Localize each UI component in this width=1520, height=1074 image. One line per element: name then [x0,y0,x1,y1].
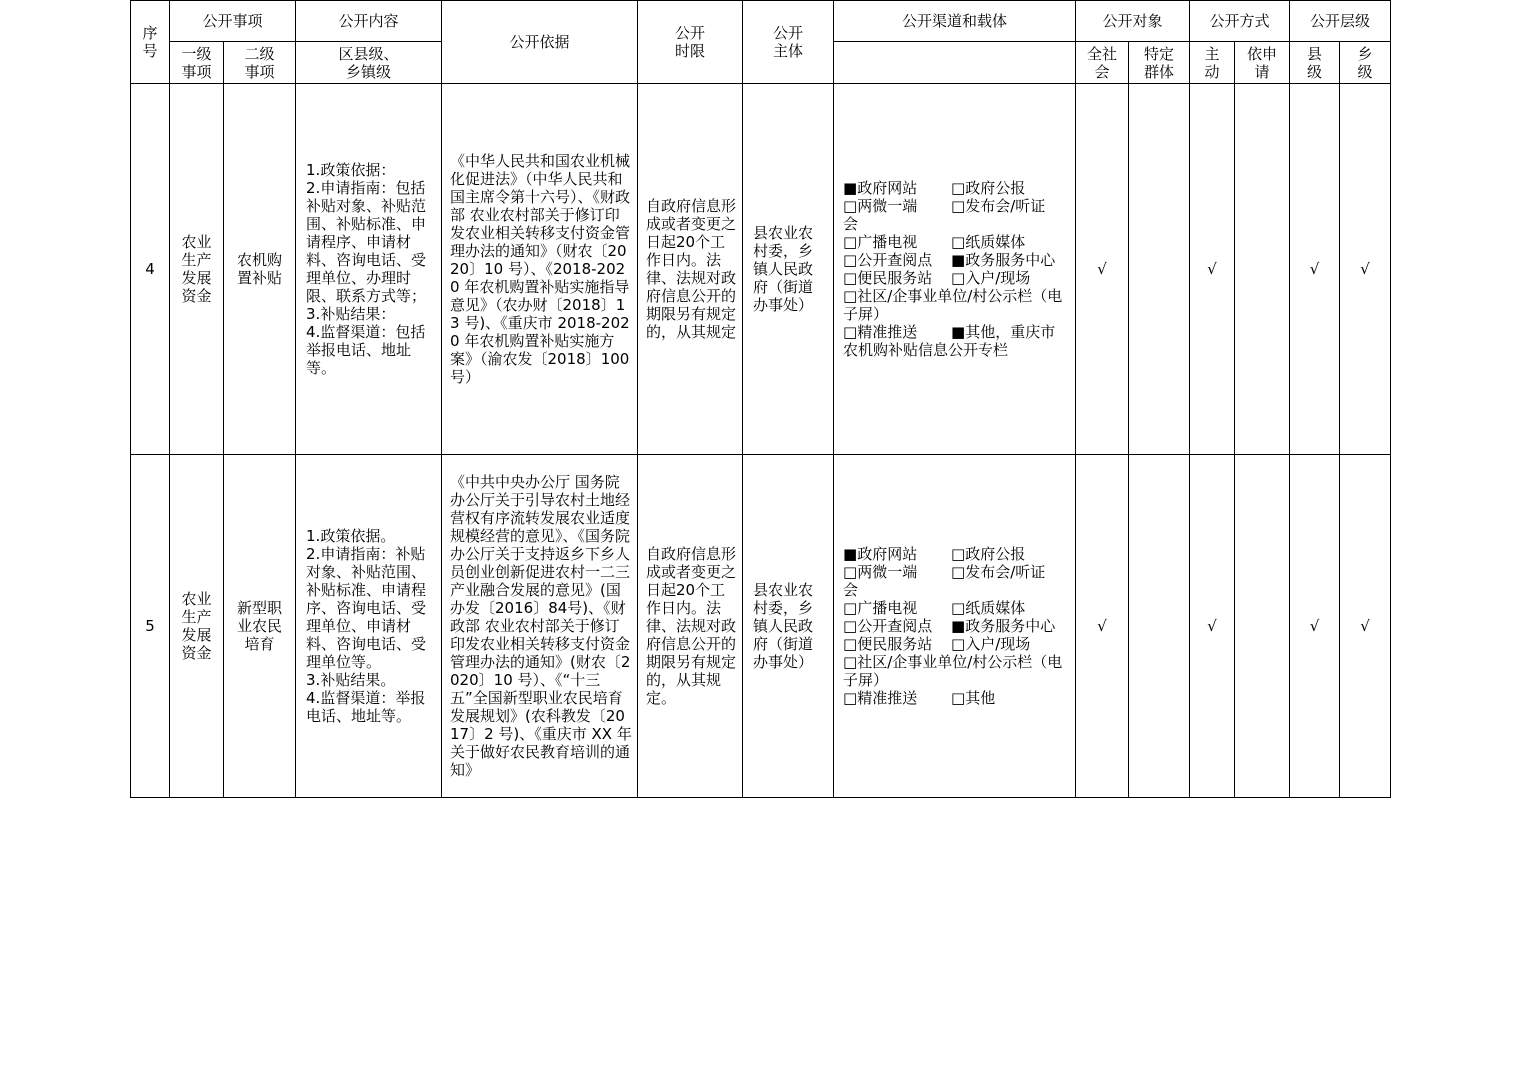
channel-list [834,179,1075,359]
row-item-l1: 农业 生产 发展 资金 [170,455,224,798]
channel-line: □两微一端 □发布会/听证 [843,197,1046,215]
row-time-limit: 自政府信息形成或者变更之日起20个工作日内。法律、法规对政府信息公开的期限另有规定的，从其规定。 [638,455,743,798]
check-target-all: √ [1076,455,1129,798]
header-level: 公开层级 [1290,1,1391,42]
check-level-town: √ [1340,84,1391,455]
table-row [131,84,1391,455]
row-channels [834,84,1076,455]
row-time-limit: 自政府信息形成或者变更之日起20个工作日内。法律、法规对政府信息公开的期限另有规定的，从其规定 [638,84,743,455]
channel-note: □精准推送 ■其他，重庆市农机购补贴信息公开专栏 [843,323,1056,359]
header-channel: 公开渠道和载体 [834,1,1076,42]
header-channel-blank [834,42,1076,84]
header-item-l1: 一级 事项 [170,42,224,84]
check-method-apply [1235,455,1290,798]
header-subject: 公开 主体 [743,1,834,84]
header-row-1 [131,1,1391,42]
header-method: 公开方式 [1190,1,1290,42]
header-item-l2: 二级 事项 [224,42,296,84]
channel-line: □便民服务站 □入户/现场 [843,269,1031,287]
row-subject: 县农业农村委，乡镇人民政府（街道办事处） [743,455,834,798]
row-item-l1: 农业 生产 发展 资金 [170,84,224,455]
channel-line: □便民服务站 □入户/现场 [843,635,1031,653]
header-method-apply: 依申 请 [1235,42,1290,84]
channel-note: □精准推送 □其他 [843,689,996,707]
header-time-limit: 公开 时限 [638,1,743,84]
channel-line: 会 [843,215,859,233]
header-basis: 公开依据 [442,1,638,84]
channel-line: 会 [843,581,859,599]
row-content: 1.政策依据。 2.申请指南：补贴对象、补贴范围、补贴标准、申请程序、咨询电话、受理单位、申请材料、咨询电话、受理单位等。 3.补贴结果。 4.监督渠道：举报电话、地址等。 [296,455,442,798]
header-target: 公开对象 [1076,1,1190,42]
check-method-active: √ [1190,455,1235,798]
check-target-specific [1129,84,1190,455]
header-item: 公开事项 [170,1,296,42]
check-level-town: √ [1340,455,1391,798]
channel-line: □广播电视 □纸质媒体 [843,233,1026,251]
channel-line: ■政府网站 □政府公报 [843,179,1026,197]
header-target-all: 全社 会 [1076,42,1129,84]
header-level-town: 乡 级 [1340,42,1391,84]
channel-line: □广播电视 □纸质媒体 [843,599,1026,617]
check-level-county: √ [1290,84,1340,455]
row-channels [834,455,1076,798]
header-content-sub: 区县级、 乡镇级 [296,42,442,84]
check-target-specific [1129,455,1190,798]
header-target-specific: 特定 群体 [1129,42,1190,84]
row-content: 1.政策依据： 2.申请指南：包括补贴对象、补贴范围、补贴标准、申请程序、申请材料、咨询电话、受理单位、办理时限、联系方式等； 3.补贴结果： 4.监督渠道：包括举报电话、地址等。 [296,84,442,455]
channel-note: □社区/企事业单位/村公示栏（电子屏） [843,653,1063,689]
row-seq: 4 [131,84,170,455]
channel-line: ■政府网站 □政府公报 [843,545,1026,563]
check-level-county: √ [1290,455,1340,798]
channel-line: □公开查阅点 ■政务服务中心 [843,617,1056,635]
channel-note: □社区/企事业单位/村公示栏（电子屏） [843,287,1063,323]
header-content: 公开内容 [296,1,442,42]
table-row [131,455,1391,798]
row-seq: 5 [131,455,170,798]
row-basis: 《中共中央办公厅 国务院办公厅关于引导农村土地经营权有序流转发展农业适度规模经营的意见》、《国务院办公厅关于支持返乡下乡人员创业创新促进农村一二三产业融合发展的意见》(国办发〔2016〕84号)、《财政部 农业农村部关于修订印发农业相关转移支付资金管理办法的通知》(财农〔2020〕10 号）、《“十三五”全国新型职业农民培育发展规划》(农科教发〔2017〕2 号)、《重庆市 XX 年关于做好农民教育培训的通知》 [442,455,638,798]
channel-list [834,545,1075,707]
header-level-county: 县 级 [1290,42,1340,84]
row-subject: 县农业农村委，乡镇人民政府（街道办事处） [743,84,834,455]
check-method-apply [1235,84,1290,455]
check-target-all: √ [1076,84,1129,455]
header-seq: 序 号 [131,1,170,84]
header-method-active: 主 动 [1190,42,1235,84]
channel-line: □两微一端 □发布会/听证 [843,563,1046,581]
channel-line: □公开查阅点 ■政务服务中心 [843,251,1056,269]
row-item-l2: 农机购 置补贴 [224,84,296,455]
check-method-active: √ [1190,84,1235,455]
disclosure-table [130,0,1391,798]
row-basis: 《中华人民共和国农业机械化促进法》（中华人民共和国主席令第十六号）、《财政部 农业农村部关于修订印发农业相关转移支付资金管理办法的通知》（财农〔2020〕10 号）、《2018-2020 年农机购置补贴实施指导意见》（农办财〔2018〕13 号)、《重庆市 2018-2020 年农机购置补贴实施方案》（渝农发〔2018〕100号） [442,84,638,455]
row-item-l2: 新型职 业农民 培育 [224,455,296,798]
